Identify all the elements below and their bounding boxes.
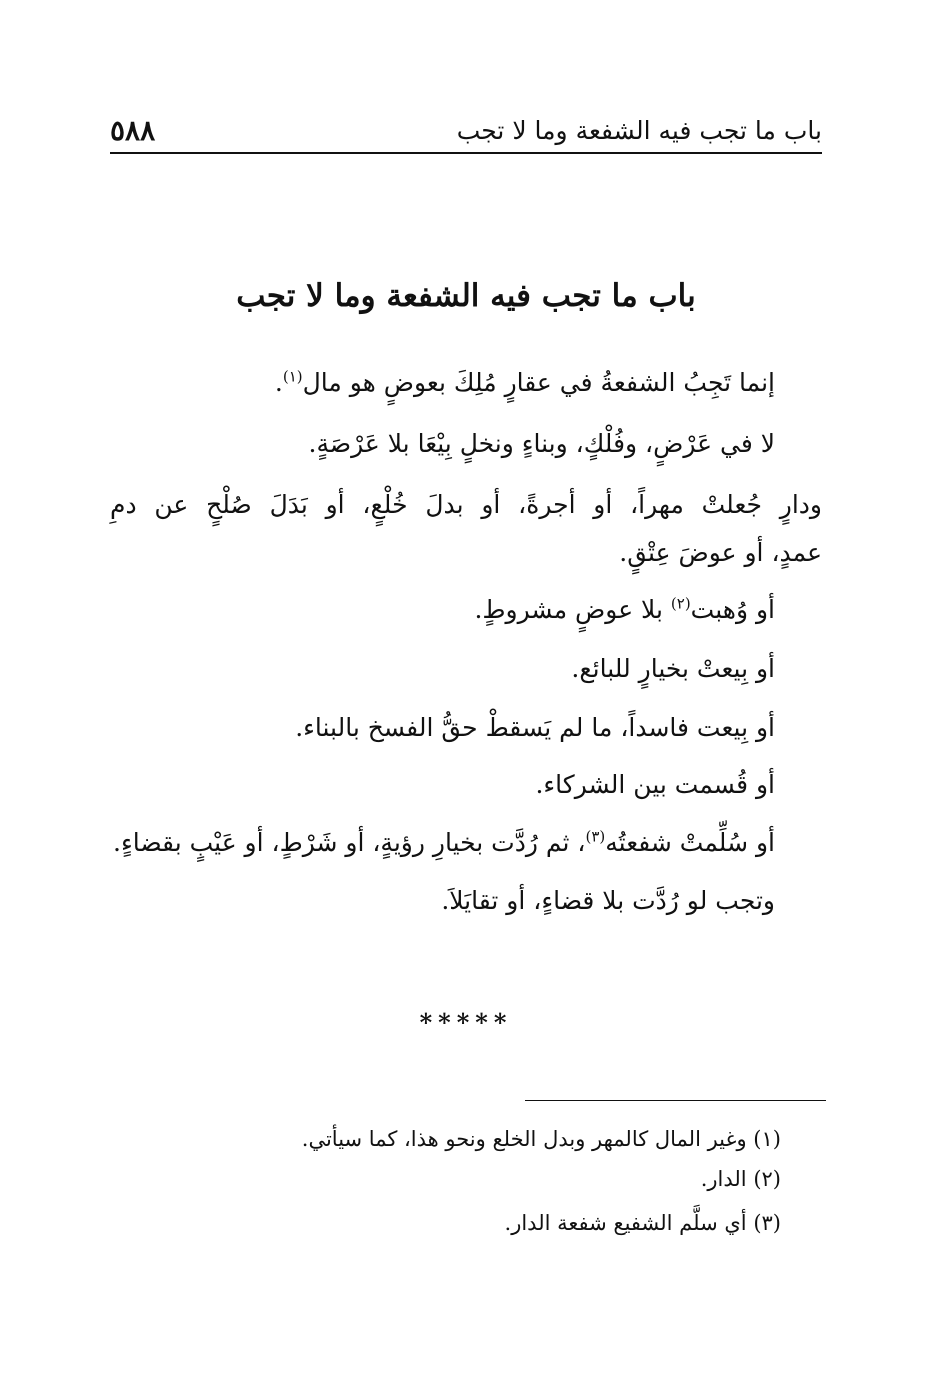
body-line-text: إنما تَجِبُ الشفعةُ في عقارٍ مُلِكَ بعوضٍ هو مال — [302, 368, 775, 397]
running-title: باب ما تجب فيه الشفعة وما لا تجب — [456, 116, 822, 145]
body-line-1 — [275, 366, 775, 400]
body-line-tail: . — [274, 368, 283, 397]
body-line-text: أو قُسمت بين الشركاء. — [535, 770, 775, 799]
footnote-ref-2[interactable]: (٢) — [670, 594, 691, 613]
body-line-7 — [295, 711, 775, 745]
body-line-text: أو بِيعت فاسداً، ما لم يَسقطْ حقُّ الفسخ بالبناء. — [295, 713, 775, 742]
body-line-tail: ، ثم رُدَّت بخيارِ رؤيةٍ، أو شَرْطٍ، أو عَيْبٍ بقضاءٍ. — [113, 828, 586, 857]
section-separator: ***** — [419, 1008, 513, 1037]
footnote-divider — [525, 1100, 826, 1101]
footnote-1: (١) وغير المال كالمهر وبدل الخلع ونحو هذا، كما سيأتي. — [301, 1127, 781, 1151]
footnote-3: (٣) أي سلَّم الشفيع شفعة الدار. — [504, 1211, 781, 1235]
footnote-ref-1[interactable]: (١) — [282, 367, 303, 386]
page-number: ٥٨٨ — [110, 114, 156, 147]
body-line-text: لا في عَرْضٍ، وفُلْكٍ، وبناءٍ ونخلٍ بِيْعَا بلا عَرْصَةٍ. — [308, 429, 775, 458]
body-line-3 — [110, 488, 822, 522]
body-line-text: أو وُهبت — [690, 595, 775, 624]
body-line-8 — [535, 768, 775, 802]
body-line-6 — [571, 652, 775, 686]
body-line-text: وتجب لو رُدَّت بلا قضاءٍ، أو تقايَلاَ. — [441, 886, 775, 915]
page-header — [110, 110, 822, 154]
body-line-text: أو بِيعتْ بخيارٍ للبائع. — [571, 654, 775, 683]
chapter-title: باب ما تجب فيه الشفعة وما لا تجب — [236, 278, 696, 314]
body-line-9 — [113, 826, 775, 860]
footnote-2: (٢) الدار. — [700, 1167, 781, 1191]
body-line-tail: بلا عوضٍ مشروطٍ. — [474, 595, 671, 624]
body-line-2 — [309, 427, 775, 461]
body-line-5 — [474, 593, 775, 627]
body-line-text: ودارٍ جُعلتْ مهراً، أو أجرةً، أو بدلَ خُلْعٍ، أو بَدَلَ صُلْحٍ عن دمِ — [110, 490, 822, 519]
body-line-10 — [441, 884, 775, 918]
footnote-ref-3[interactable]: (٣) — [585, 827, 606, 846]
body-line-text: عمدٍ، أو عوضَ عِتْقٍ. — [619, 538, 822, 567]
body-line-text: أو سُلِّمتْ شفعتُه — [605, 828, 775, 857]
body-line-4 — [619, 536, 822, 570]
